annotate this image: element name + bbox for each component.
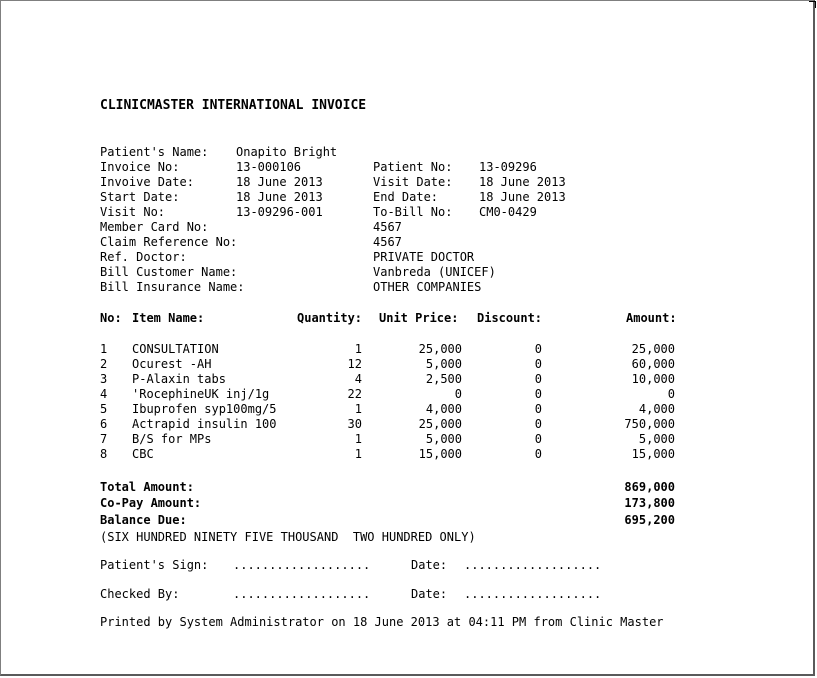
end-date: 18 June 2013 bbox=[479, 190, 566, 204]
patient-no-label: Patient No: bbox=[373, 160, 453, 174]
row-item: P-Alaxin tabs bbox=[132, 372, 226, 386]
row-amount: 25,000 bbox=[631, 342, 675, 356]
total-amount-label: Total Amount: bbox=[100, 480, 194, 494]
ref-doctor: PRIVATE DOCTOR bbox=[373, 250, 475, 264]
bill-customer: Vanbreda (UNICEF) bbox=[373, 265, 496, 279]
row-amount: 10,000 bbox=[631, 372, 675, 386]
row-qty: 30 bbox=[347, 417, 362, 431]
patient-no: 13-09296 bbox=[479, 160, 537, 174]
row-amount: 60,000 bbox=[631, 357, 675, 371]
row-amount: 750,000 bbox=[624, 417, 675, 431]
patient-date-label: Date: bbox=[411, 558, 448, 572]
visit-date: 18 June 2013 bbox=[479, 175, 566, 189]
col-header-no: No: bbox=[100, 311, 122, 325]
col-header-price: Unit Price: bbox=[379, 311, 459, 325]
patient-name-label: Patient's Name: bbox=[100, 145, 209, 159]
visit-no: 13-09296-001 bbox=[236, 205, 323, 219]
end-date-label: End Date: bbox=[373, 190, 439, 204]
row-item: Ibuprofen syp100mg/5 bbox=[132, 402, 277, 416]
row-discount: 0 bbox=[534, 447, 542, 461]
row-discount: 0 bbox=[534, 342, 542, 356]
row-price: 25,000 bbox=[418, 342, 462, 356]
row-discount: 0 bbox=[534, 357, 542, 371]
row-price: 2,500 bbox=[425, 372, 462, 386]
row-no: 7 bbox=[100, 432, 108, 446]
row-discount: 0 bbox=[534, 372, 542, 386]
row-item: CBC bbox=[132, 447, 154, 461]
printed-by-footer: Printed by System Administrator on 18 June 2013 at 04:11 PM from Clinic Master bbox=[100, 615, 664, 629]
row-item: CONSULTATION bbox=[132, 342, 219, 356]
row-qty: 22 bbox=[347, 387, 362, 401]
row-no: 3 bbox=[100, 372, 108, 386]
start-date-label: Start Date: bbox=[100, 190, 180, 204]
invoice-title: CLINICMASTER INTERNATIONAL INVOICE bbox=[100, 98, 367, 113]
invoice-no-label: Invoice No: bbox=[100, 160, 180, 174]
row-discount: 0 bbox=[534, 417, 542, 431]
patient-sign-label: Patient's Sign: bbox=[100, 558, 209, 572]
row-no: 2 bbox=[100, 357, 108, 371]
invoice-no: 13-000106 bbox=[236, 160, 302, 174]
row-no: 4 bbox=[100, 387, 108, 401]
ref-doctor-label: Ref. Doctor: bbox=[100, 250, 187, 264]
window-corner bbox=[809, 1, 816, 8]
row-item: Ocurest -AH bbox=[132, 357, 212, 371]
amount-in-words: (SIX HUNDRED NINETY FIVE THOUSAND TWO HUNDRED ONLY) bbox=[100, 530, 476, 544]
row-no: 5 bbox=[100, 402, 108, 416]
copay-amount-label: Co-Pay Amount: bbox=[100, 496, 202, 510]
bill-customer-label: Bill Customer Name: bbox=[100, 265, 238, 279]
member-card-label: Member Card No: bbox=[100, 220, 209, 234]
visit-no-label: Visit No: bbox=[100, 205, 166, 219]
balance-due-label: Balance Due: bbox=[100, 513, 187, 527]
invoice-date: 18 June 2013 bbox=[236, 175, 323, 189]
checked-by-label: Checked By: bbox=[100, 587, 180, 601]
member-card: 4567 bbox=[373, 220, 402, 234]
row-no: 8 bbox=[100, 447, 108, 461]
row-discount: 0 bbox=[534, 402, 542, 416]
patient-date-line: ................... bbox=[464, 558, 602, 572]
row-item: B/S for MPs bbox=[132, 432, 212, 446]
row-amount: 5,000 bbox=[638, 432, 675, 446]
row-amount: 0 bbox=[667, 387, 675, 401]
patient-name: Onapito Bright bbox=[236, 145, 338, 159]
row-price: 0 bbox=[454, 387, 462, 401]
col-header-item: Item Name: bbox=[132, 311, 205, 325]
col-header-discount: Discount: bbox=[477, 311, 543, 325]
bill-insurance: OTHER COMPANIES bbox=[373, 280, 482, 294]
checked-date-line: ................... bbox=[464, 587, 602, 601]
row-price: 5,000 bbox=[425, 432, 462, 446]
row-amount: 4,000 bbox=[638, 402, 675, 416]
to-bill-no: CM0-0429 bbox=[479, 205, 537, 219]
bill-insurance-label: Bill Insurance Name: bbox=[100, 280, 245, 294]
checked-by-line: ................... bbox=[233, 587, 371, 601]
start-date: 18 June 2013 bbox=[236, 190, 323, 204]
total-amount: 869,000 bbox=[624, 480, 675, 494]
row-qty: 1 bbox=[354, 402, 362, 416]
col-header-amount: Amount: bbox=[626, 311, 677, 325]
patient-sign-line: ................... bbox=[233, 558, 371, 572]
row-no: 6 bbox=[100, 417, 108, 431]
checked-date-label: Date: bbox=[411, 587, 448, 601]
row-item: 'RocephineUK inj/1g bbox=[132, 387, 270, 401]
col-header-qty: Quantity: bbox=[297, 311, 363, 325]
row-qty: 1 bbox=[354, 432, 362, 446]
row-price: 15,000 bbox=[418, 447, 462, 461]
row-item: Actrapid insulin 100 bbox=[132, 417, 277, 431]
row-qty: 1 bbox=[354, 447, 362, 461]
row-qty: 4 bbox=[354, 372, 362, 386]
row-price: 4,000 bbox=[425, 402, 462, 416]
row-discount: 0 bbox=[534, 432, 542, 446]
row-price: 25,000 bbox=[418, 417, 462, 431]
invoice-date-label: Invoive Date: bbox=[100, 175, 194, 189]
row-no: 1 bbox=[100, 342, 108, 356]
row-qty: 1 bbox=[354, 342, 362, 356]
row-price: 5,000 bbox=[425, 357, 462, 371]
row-amount: 15,000 bbox=[631, 447, 675, 461]
balance-due: 695,200 bbox=[624, 513, 675, 527]
visit-date-label: Visit Date: bbox=[373, 175, 453, 189]
claim-ref: 4567 bbox=[373, 235, 402, 249]
row-qty: 12 bbox=[347, 357, 362, 371]
claim-ref-label: Claim Reference No: bbox=[100, 235, 238, 249]
to-bill-no-label: To-Bill No: bbox=[373, 205, 453, 219]
row-discount: 0 bbox=[534, 387, 542, 401]
copay-amount: 173,800 bbox=[624, 496, 675, 510]
